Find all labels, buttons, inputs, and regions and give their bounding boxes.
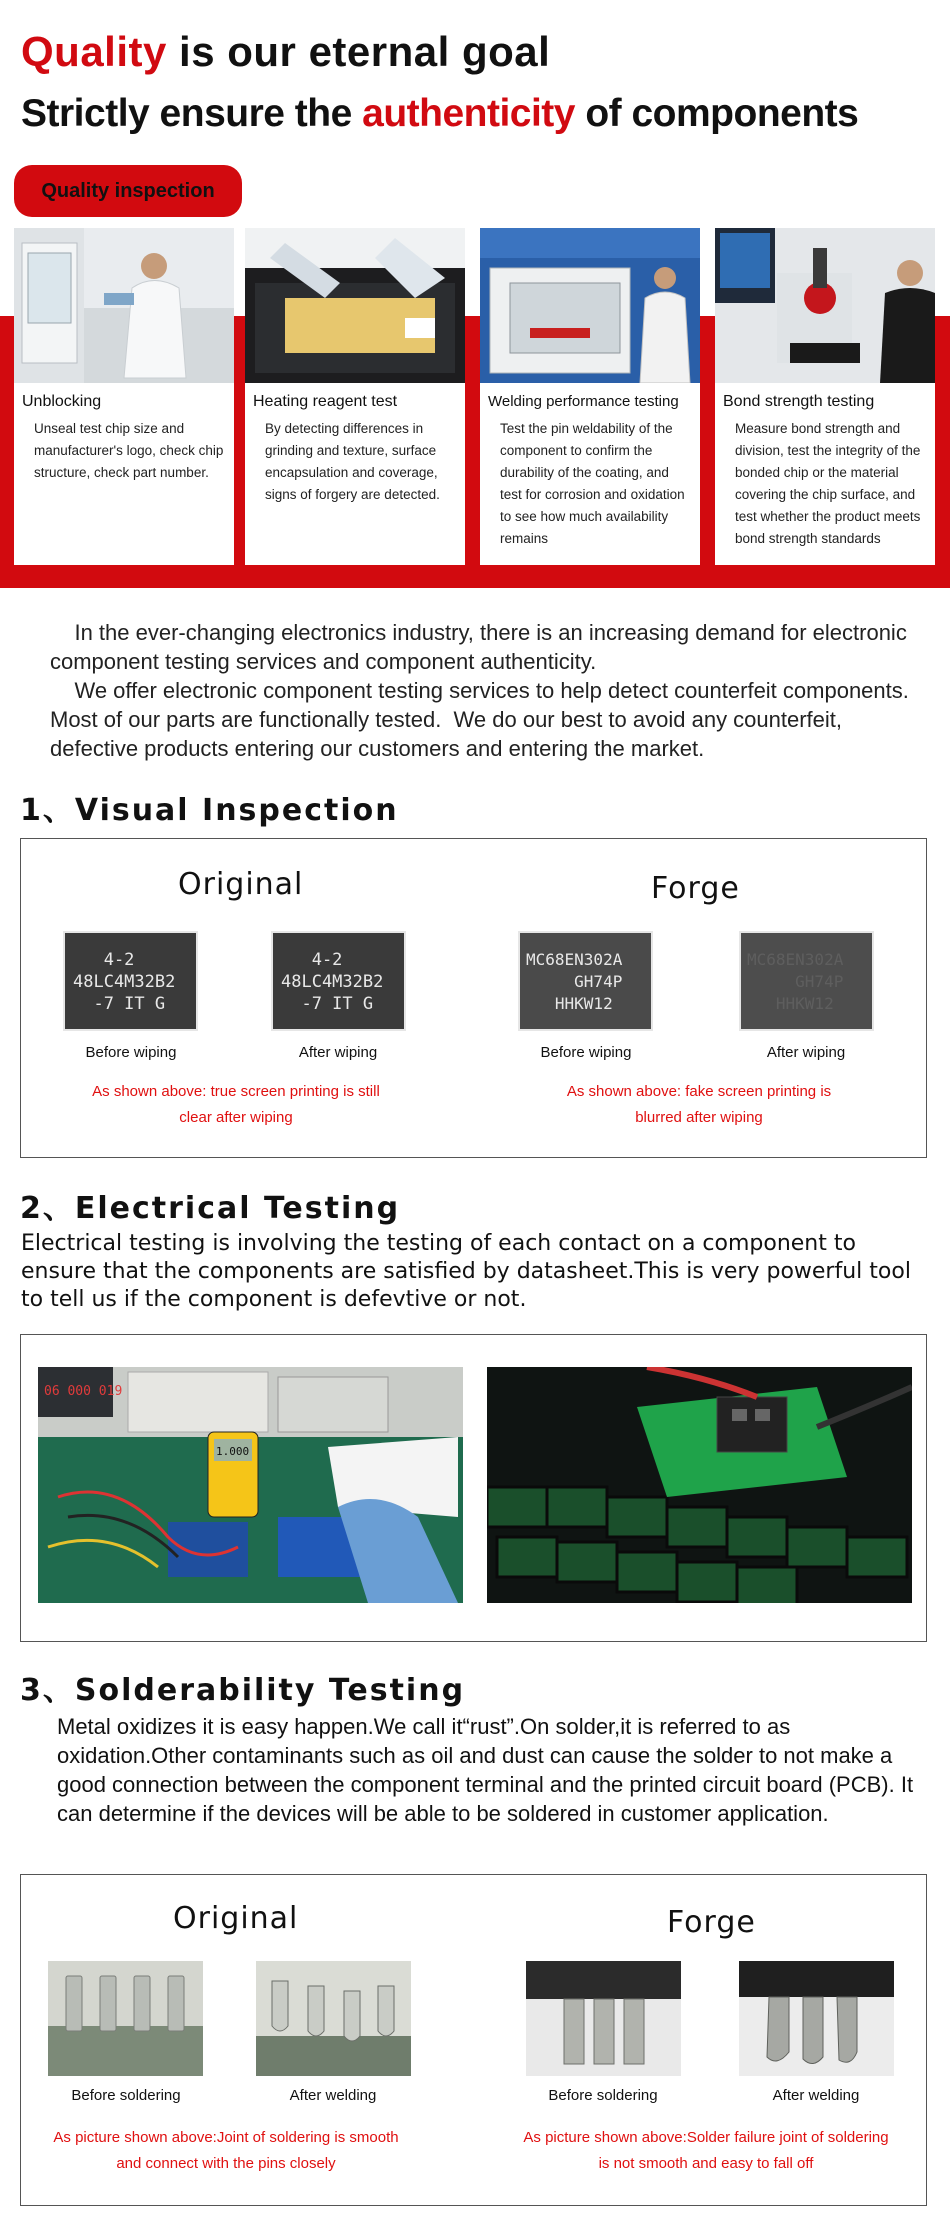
electrical-description: Electrical testing is involving the testing of each contact on a component to ensure that the components are satisfied by datasheet.This is very powerful tool to tell us if the component is defevtive or not. [21,1231,911,1312]
quality-inspection-badge: Quality inspection [14,165,242,217]
chip-marking: MC68EN302A GH74P HHKW12 [526,950,623,1013]
inspection-card-bond-strength [715,228,935,565]
svg-text:06 000 019: 06 000 019 [44,1384,123,1399]
caption: After wiping [298,1044,378,1061]
inspection-card-welding [480,228,700,565]
pin-photo-after-welding-forge [739,1961,894,2076]
pin-photo-after-welding-original [256,1961,411,2076]
caption: After welding [289,2087,377,2104]
caption: After wiping [766,1044,846,1061]
visual-note-original: As shown above: true screen printing is still clear after wiping [92,1083,380,1126]
intro-paragraph: We offer electronic component testing services to help detect counterfeit components. Most of our parts are functionally tested. We do our best to avoid any counterfeit, defective products entering our customers and entering the market. [50,678,915,761]
solder-note-original: As picture shown above:Joint of soldering is smooth and connect with the pins closely [53,2129,399,2172]
section-title-solderability-testing: 3、Solderability Testing [20,1673,466,1708]
lab-photo-reagent [245,228,465,383]
solderability-description: Metal oxidizes it is easy happen.We call it“rust”.On solder,it is referred to as oxidation.Other contaminants such as oil and dust can cause the solder to not make a good connection between the component terminal and the printed circuit board (PCB). It can determine if the devices will be able to be soldered in customer application. [57,1714,914,1826]
card-title: Unblocking [22,393,102,410]
card-title: Bond strength testing [723,393,875,410]
forge-heading: Forge [667,1905,756,1940]
photo-multimeter-test [38,1367,463,1603]
lab-photo-microscope [715,228,935,383]
caption: Before soldering [548,2087,658,2104]
hero-heading [21,28,550,76]
photo-test-socket-board [487,1367,912,1603]
chip-photo-before-wiping-forge [518,931,653,1031]
visual-note-forge: As shown above: fake screen printing is blurred after wiping [566,1083,832,1126]
solderability-testing-box [20,1874,927,2206]
section-title-visual-inspection: 1、Visual Inspection [20,793,399,828]
chip-photo-before-wiping-original [63,931,198,1031]
hero-heading-rest: is our eternal goal [166,28,551,75]
chip-photo-after-wiping-forge [739,931,874,1031]
intro-text [50,618,915,763]
chip-marking-blurred: MC68EN302A GH74P HHKW12 [747,950,844,1013]
inspection-card-heating-reagent [245,228,465,565]
lab-photo-welding-machine [480,228,700,383]
card-title: Heating reagent test [253,393,398,410]
forge-heading: Forge [651,871,740,906]
card-description: Measure bond strength and division, test the integrity of the bonded chip or the material covering the chip surface, and test whether the product meets bond strength standards [735,421,921,546]
pin-photo-before-soldering-original [48,1961,203,2076]
card-title: Welding performance testing [488,393,679,410]
intro-paragraph: In the ever-changing electronics industry, there is an increasing demand for electronic component testing services and component authenticity. [50,620,913,674]
electrical-testing-box [20,1334,927,1642]
section-title-electrical-testing: 2、Electrical Testing [20,1191,401,1226]
solder-note-forge: As picture shown above:Solder failure joint of soldering is not smooth and easy to fall off [523,2129,889,2172]
caption: Before wiping [85,1044,177,1061]
card-description: Unseal test chip size and manufacturer's logo, check chip structure, check part number. [34,421,224,480]
original-heading: Original [173,1901,299,1936]
card-description: Test the pin weldability of the component to confirm the durability of the coating, and test for corrosion and oxidation to see how much availability remains [500,421,685,546]
chip-marking: 4-2 48LC4M32B2 -7 IT G [73,950,176,1014]
caption: Before soldering [71,2087,181,2104]
chip-photo-after-wiping-original [271,931,406,1031]
visual-inspection-box [20,838,927,1158]
chip-marking: 4-2 48LC4M32B2 -7 IT G [281,950,384,1014]
hero-heading-highlight: Quality [21,28,167,75]
inspection-card-unblocking [14,228,234,565]
original-heading: Original [178,867,304,902]
caption: After welding [772,2087,860,2104]
caption: Before wiping [540,1044,632,1061]
pin-photo-before-soldering-forge [526,1961,681,2076]
hero-subheading [21,92,858,136]
hero-subheading-a: Strictly ensure the [21,92,363,135]
meter-display: 1.000 [216,1445,250,1458]
hero-subheading-b: of components [575,92,859,135]
lab-photo-fume-hood [14,228,234,383]
hero-subheading-highlight: authenticity [362,92,575,135]
card-description: By detecting differences in grinding and texture, surface encapsulation and coverage, signs of forgery are detected. [265,421,440,502]
